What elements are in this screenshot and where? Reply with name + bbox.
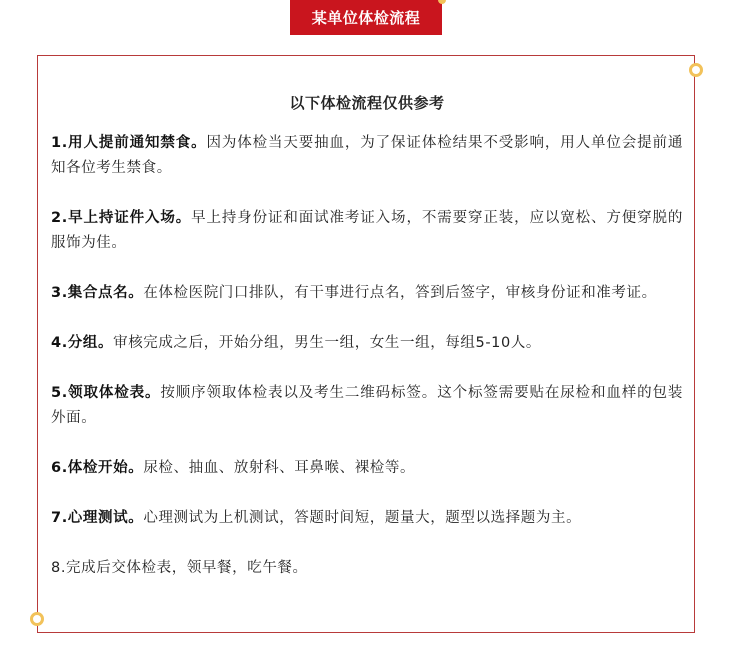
banner-dot-ornament <box>438 0 446 4</box>
step-7 <box>51 506 683 531</box>
subtitle: 以下体检流程仅供参考 <box>289 94 445 112</box>
step-text: 在体检医院门口排队，有干事进行点名，答到后签字，审核身份证和准考证。 <box>143 285 657 301</box>
step-text: 早上持身份证和面试准考证入场，不需要穿正装，应以宽松、方便穿脱的服饰为佳。 <box>51 210 683 251</box>
step-4 <box>51 331 683 356</box>
step-2 <box>51 206 683 256</box>
step-heading: 5.领取体检表。 <box>51 385 161 401</box>
step-heading: 3.集合点名。 <box>51 285 144 301</box>
step-text: 审核完成之后，开始分组，男生一组，女生一组，每组5-10人。 <box>113 335 542 351</box>
title-banner <box>290 0 442 35</box>
step-text: 8.完成后交体检表，领早餐，吃午餐。 <box>51 560 308 576</box>
step-3 <box>51 281 683 306</box>
ring-ornament-bottom-left <box>30 612 44 626</box>
ring-ornament-top-right <box>689 63 703 77</box>
step-heading: 6.体检开始。 <box>51 460 144 476</box>
step-text: 因为体检当天要抽血，为了保证体检结果不受影响，用人单位会提前通知各位考生禁食。 <box>51 135 683 176</box>
step-text: 按顺序领取体检表以及考生二维码标签。这个标签需要贴在尿检和血样的包装外面。 <box>51 385 683 426</box>
step-heading: 4.分组。 <box>51 335 114 351</box>
step-1 <box>51 131 683 181</box>
step-heading: 1.用人提前通知禁食。 <box>51 135 207 151</box>
step-text: 尿检、抽血、放射科、耳鼻喉、裸检等。 <box>143 460 416 476</box>
step-5 <box>51 381 683 431</box>
title-text: 某单位体检流程 <box>311 9 421 27</box>
step-8 <box>51 556 683 581</box>
step-heading: 2.早上持证件入场。 <box>51 210 192 226</box>
step-text: 心理测试为上机测试，答题时间短，题量大，题型以选择题为主。 <box>143 510 582 526</box>
content-body <box>51 91 683 606</box>
step-6 <box>51 456 683 481</box>
step-heading: 7.心理测试。 <box>51 510 144 526</box>
